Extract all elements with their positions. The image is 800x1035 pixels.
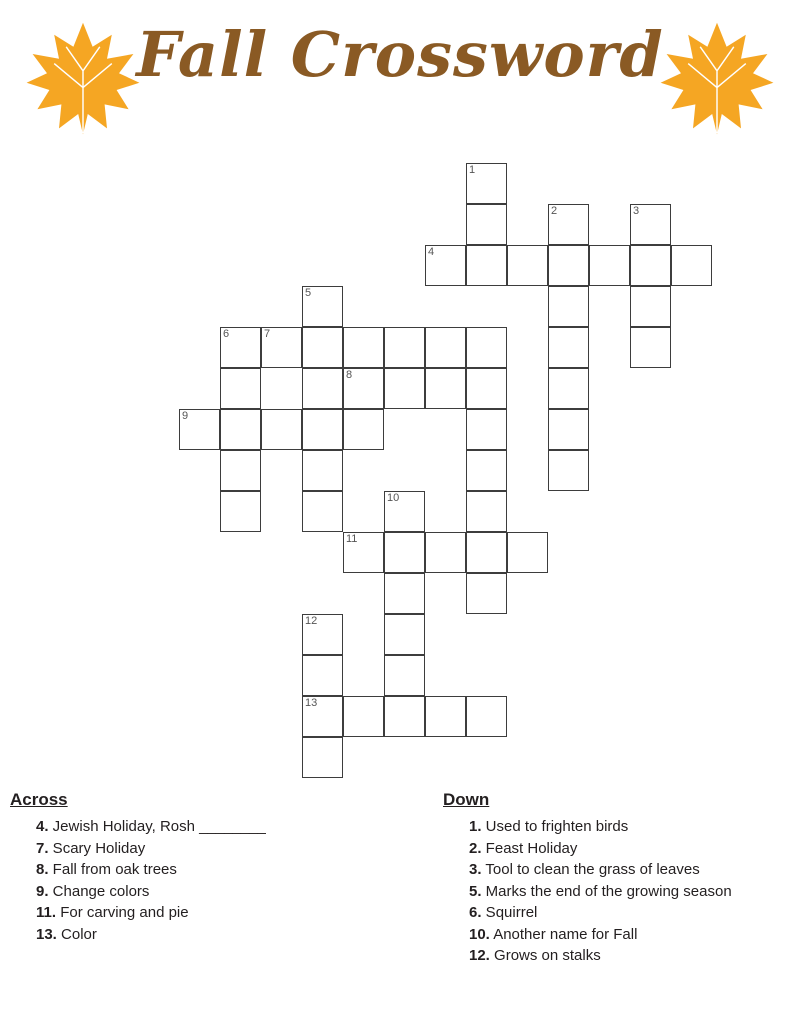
crossword-cell[interactable]	[384, 614, 425, 655]
clue-item	[36, 881, 390, 903]
crossword-cell[interactable]	[302, 409, 343, 450]
clue-number: 6.	[469, 904, 482, 921]
crossword-cell[interactable]	[384, 368, 425, 409]
crossword-cell[interactable]	[630, 204, 671, 245]
cell-number: 1	[469, 164, 476, 176]
crossword-cell[interactable]	[384, 573, 425, 614]
clue-text: Grows on stalks	[489, 947, 601, 964]
crossword-cell[interactable]	[220, 409, 261, 450]
clue-item	[469, 859, 793, 881]
clue-number: 8.	[36, 861, 49, 878]
clue-number: 2.	[469, 839, 482, 857]
clue-text: Fall from oak trees	[48, 861, 177, 878]
cell-number: 7	[264, 328, 271, 340]
crossword-cell[interactable]	[302, 737, 343, 778]
crossword-cell[interactable]	[466, 327, 507, 368]
crossword-cell[interactable]	[343, 368, 384, 409]
clue-text: Marks the end of the growing season	[481, 882, 732, 900]
cell-number: 9	[182, 410, 189, 422]
clue-item	[36, 902, 390, 924]
clue-text: For carving and pie	[56, 904, 189, 921]
maple-leaf-icon	[652, 18, 782, 138]
crossword-grid[interactable]	[0, 155, 800, 709]
crossword-cell[interactable]	[548, 409, 589, 450]
crossword-cell[interactable]	[466, 573, 507, 614]
crossword-cell[interactable]	[589, 245, 630, 286]
crossword-cell[interactable]	[343, 696, 384, 737]
cell-number: 5	[305, 287, 312, 299]
clue-item	[469, 902, 793, 924]
crossword-cell[interactable]	[302, 614, 343, 655]
crossword-cell[interactable]	[384, 696, 425, 737]
clue-text: Used to frighten birds	[481, 818, 629, 835]
crossword-cell[interactable]	[466, 532, 507, 573]
crossword-cell[interactable]	[302, 450, 343, 491]
clue-text: Change colors	[48, 882, 150, 900]
cell-number: 3	[633, 205, 640, 217]
across-clues	[10, 790, 390, 945]
crossword-cell[interactable]	[466, 409, 507, 450]
crossword-cell[interactable]	[507, 532, 548, 573]
crossword-cell[interactable]	[630, 286, 671, 327]
down-clues	[443, 790, 793, 967]
clue-text: Tool to clean the grass of leaves	[481, 861, 700, 878]
crossword-cell[interactable]	[425, 368, 466, 409]
crossword-cell[interactable]	[302, 327, 343, 368]
crossword-cell[interactable]	[220, 368, 261, 409]
crossword-cell[interactable]	[466, 491, 507, 532]
crossword-cell[interactable]	[548, 327, 589, 368]
page-title: Fall Crossword	[136, 18, 664, 91]
crossword-cell[interactable]	[466, 163, 507, 204]
clue-item	[469, 838, 793, 860]
clue-text: Another name for Fall	[489, 925, 638, 943]
crossword-cell[interactable]	[343, 327, 384, 368]
down-clue-list	[443, 816, 793, 967]
clue-number: 4.	[36, 818, 49, 835]
crossword-cell[interactable]	[343, 409, 384, 450]
crossword-cell[interactable]	[302, 655, 343, 696]
clue-text: Feast Holiday	[481, 839, 578, 857]
cell-number: 11	[346, 533, 358, 545]
crossword-cell[interactable]	[630, 327, 671, 368]
cell-number: 2	[551, 205, 558, 217]
clue-text: Squirrel	[481, 904, 538, 921]
crossword-cell[interactable]	[220, 450, 261, 491]
clue-text: Color	[56, 925, 97, 943]
crossword-cell[interactable]	[384, 655, 425, 696]
crossword-cell[interactable]	[384, 327, 425, 368]
crossword-cell[interactable]	[548, 450, 589, 491]
cell-number: 8	[346, 369, 353, 381]
clues-section	[0, 790, 800, 990]
cell-number: 4	[428, 246, 435, 258]
cell-number: 12	[305, 615, 318, 627]
clue-item	[36, 816, 390, 838]
crossword-cell[interactable]	[302, 368, 343, 409]
clue-number: 1.	[469, 818, 482, 835]
clue-item	[469, 924, 793, 946]
cell-number: 6	[223, 328, 230, 340]
across-heading: Across	[10, 790, 68, 809]
crossword-cell[interactable]	[466, 696, 507, 737]
crossword-cell[interactable]	[466, 245, 507, 286]
crossword-cell[interactable]	[425, 245, 466, 286]
crossword-cell[interactable]	[179, 409, 220, 450]
crossword-cell[interactable]	[220, 491, 261, 532]
crossword-cell[interactable]	[548, 368, 589, 409]
crossword-cell[interactable]	[261, 409, 302, 450]
clue-number: 5.	[469, 882, 482, 900]
down-heading: Down	[443, 790, 490, 809]
crossword-cell[interactable]	[302, 286, 343, 327]
crossword-cell[interactable]	[466, 204, 507, 245]
crossword-cell[interactable]	[343, 532, 384, 573]
crossword-cell[interactable]	[425, 696, 466, 737]
crossword-cell[interactable]	[384, 532, 425, 573]
page-header	[0, 0, 800, 150]
crossword-cell[interactable]	[302, 696, 343, 737]
clue-text: Jewish Holiday, Rosh ________	[48, 818, 266, 835]
clue-number: 7.	[36, 839, 49, 857]
cell-number: 10	[387, 492, 400, 504]
crossword-cell[interactable]	[507, 245, 548, 286]
clue-number: 3.	[469, 861, 482, 878]
clue-item	[36, 859, 390, 881]
clue-text: Scary Holiday	[48, 839, 146, 857]
clue-number: 13.	[36, 925, 57, 943]
clue-number: 10.	[469, 925, 490, 943]
crossword-cell[interactable]	[384, 491, 425, 532]
clue-item	[469, 816, 793, 838]
clue-number: 12.	[469, 947, 490, 964]
crossword-cell[interactable]	[548, 286, 589, 327]
crossword-cell[interactable]	[425, 532, 466, 573]
clue-item	[36, 838, 390, 860]
crossword-cell[interactable]	[466, 450, 507, 491]
clue-number: 9.	[36, 882, 49, 900]
clue-item	[469, 881, 793, 903]
clue-item	[469, 945, 793, 967]
crossword-cell[interactable]	[671, 245, 712, 286]
clue-number: 11.	[36, 904, 57, 921]
crossword-cell[interactable]	[261, 327, 302, 368]
cell-number: 13	[305, 697, 318, 709]
crossword-cell[interactable]	[466, 368, 507, 409]
across-clue-list	[10, 816, 390, 945]
crossword-cell[interactable]	[425, 327, 466, 368]
clue-item	[36, 924, 390, 946]
crossword-cell[interactable]	[220, 327, 261, 368]
crossword-cell[interactable]	[548, 204, 589, 245]
crossword-cell[interactable]	[302, 491, 343, 532]
crossword-cell[interactable]	[630, 245, 671, 286]
crossword-cell[interactable]	[548, 245, 589, 286]
